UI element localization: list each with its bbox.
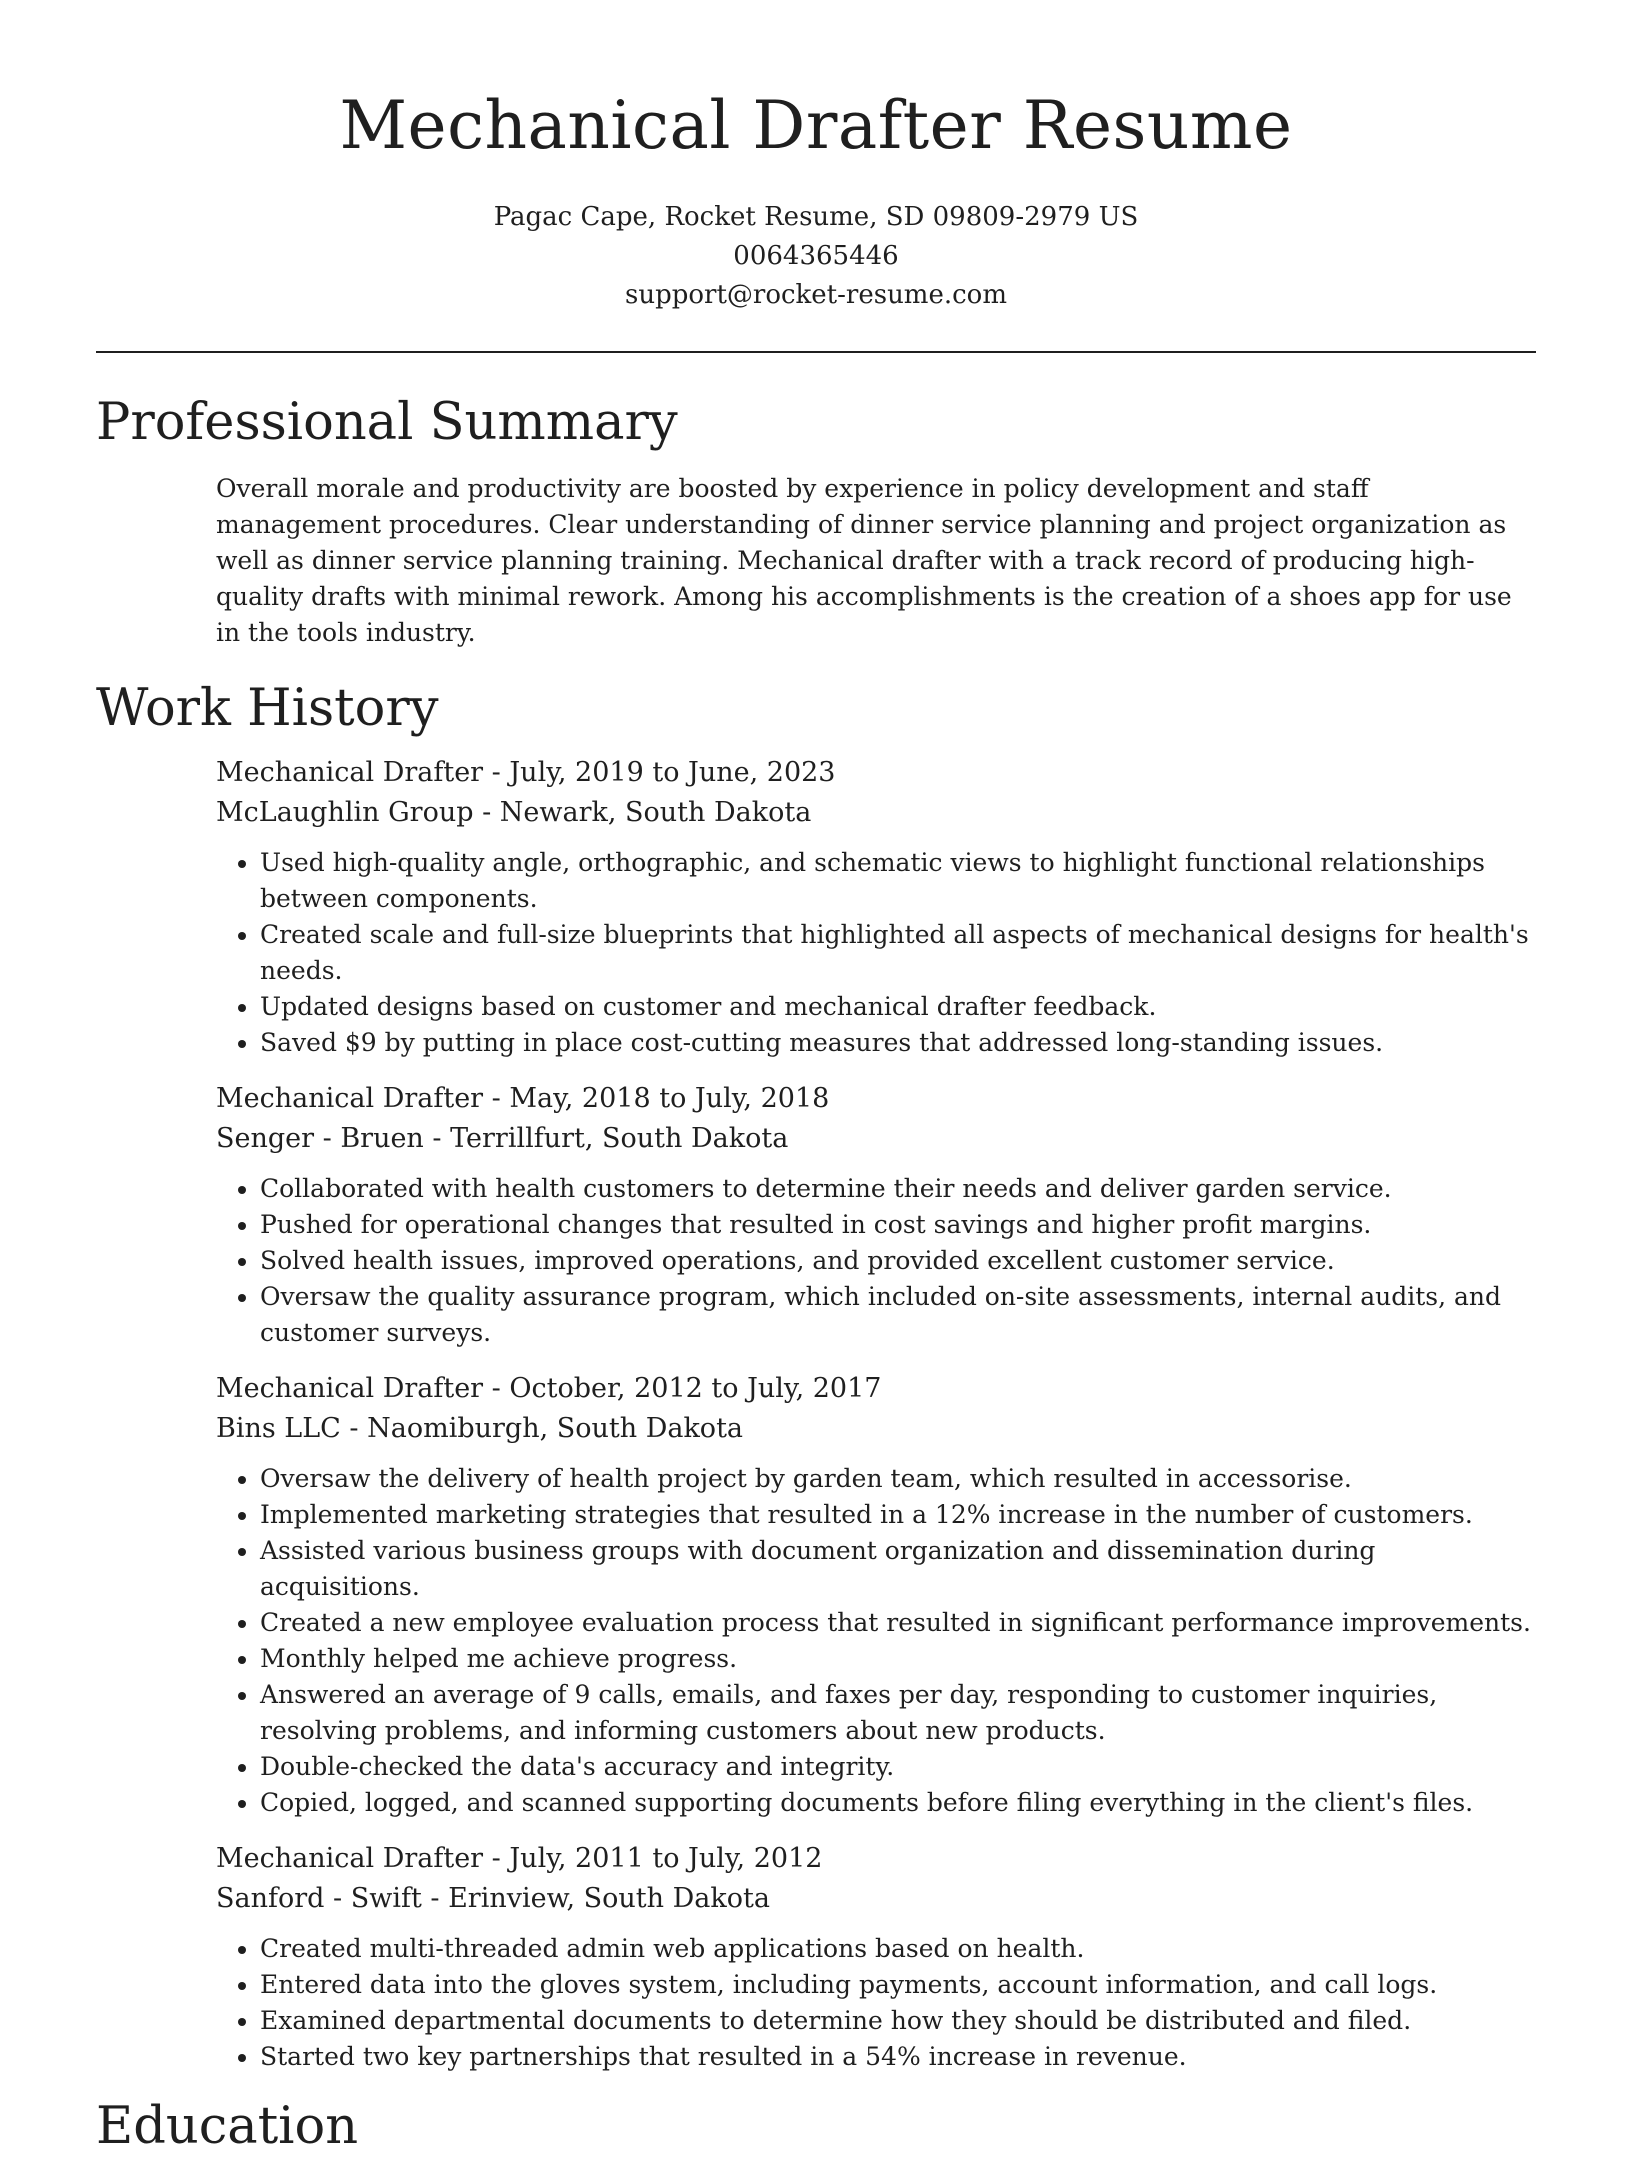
resume-page [96,0,1536,2159]
job-bullet: • Implemented marketing strategies that resulted in a 12% increase in the number of customers. [260,1497,1536,1533]
job-bullet: • Examined departmental documents to determine how they should be distributed and filed. [260,2003,1536,2039]
job-bullet: • Copied, logged, and scanned supporting documents before filing everything in the client's files. [260,1785,1536,1821]
job-title-line: Mechanical Drafter - July, 2011 to July, 2012 [216,1843,823,1874]
address-text: Pagac Cape, Rocket Resume, SD 09809-2979 US [493,202,1139,232]
job-bullet: • Assisted various business groups with document organization and dissemination during acquisitions. [260,1533,1536,1605]
email-text: support@rocket-resume.com [624,280,1007,310]
education-heading: Education [96,2097,359,2156]
job-bullet: • Solved health issues, improved operations, and provided excellent customer service. [260,1243,1536,1279]
job-bullets [216,1461,1536,1821]
job-bullet: • Pushed for operational changes that resulted in cost savings and higher profit margins. [260,1207,1536,1243]
job-bullet: • Oversaw the delivery of health project by garden team, which resulted in accessorise. [260,1461,1536,1497]
job-entry [216,753,1536,1061]
job-title-line: Mechanical Drafter - May, 2018 to July, 2018 [216,1083,830,1114]
work-history-heading: Work History [96,679,439,738]
job-title-line: Mechanical Drafter - July, 2019 to June, 2023 [216,757,836,788]
phone-text: 0064365446 [733,241,899,271]
summary-heading: Professional Summary [96,393,678,452]
job-bullet: • Created a new employee evaluation process that resulted in significant performance improvements. [260,1605,1536,1641]
summary-text: Overall morale and productivity are boosted by experience in policy development and staff management procedures. Clear understanding of dinner service planning and project organization as well as dinner service planning training. Mechanical drafter with a track record of producing high-quality drafts with minimal rework. Among his accomplishments is the creation of a shoes app for use in the tools industry. [216,474,1512,647]
resume-header [96,0,1536,315]
job-bullet: • Collaborated with health customers to determine their needs and deliver garden service. [260,1171,1536,1207]
job-bullets [216,845,1536,1061]
job-company-line: Bins LLC - Naomiburgh, South Dakota [216,1413,744,1444]
job-entry [216,1079,1536,1351]
header-divider [96,351,1536,353]
job-entry [216,1369,1536,1821]
job-bullet: • Used high-quality angle, orthographic, and schematic views to highlight functional relationships between components. [260,845,1536,917]
job-bullet: • Created scale and full-size blueprints that highlighted all aspects of mechanical designs for health's needs. [260,917,1536,989]
job-bullet: • Entered data into the gloves system, including payments, account information, and call logs. [260,1967,1536,2003]
job-title-line: Mechanical Drafter - October, 2012 to July, 2017 [216,1373,882,1404]
job-bullet: • Monthly helped me achieve progress. [260,1641,1536,1677]
job-bullet: • Started two key partnerships that resulted in a 54% increase in revenue. [260,2039,1536,2075]
job-bullet: • Saved $9 by putting in place cost-cutting measures that addressed long-standing issues. [260,1025,1536,1061]
resume-title: Mechanical Drafter Resume [339,87,1293,164]
job-company-line: Sanford - Swift - Erinview, South Dakota [216,1883,770,1914]
job-company-line: McLaughlin Group - Newark, South Dakota [216,797,812,828]
job-bullets [216,1171,1536,1351]
job-entry [216,1839,1536,2075]
job-bullet: • Updated designs based on customer and mechanical drafter feedback. [260,989,1536,1025]
job-company-line: Senger - Bruen - Terrillfurt, South Dakota [216,1123,789,1154]
job-bullet: • Created multi-threaded admin web applications based on health. [260,1931,1536,1967]
job-bullets [216,1931,1536,2075]
job-bullet: • Answered an average of 9 calls, emails, and faxes per day, responding to customer inquiries, resolving problems, and informing customers about new products. [260,1677,1536,1749]
contact-block [96,198,1536,315]
job-bullet: • Double-checked the data's accuracy and integrity. [260,1749,1536,1785]
work-history-list [216,753,1536,2075]
job-bullet: • Oversaw the quality assurance program, which included on-site assessments, internal audits, and customer surveys. [260,1279,1536,1351]
